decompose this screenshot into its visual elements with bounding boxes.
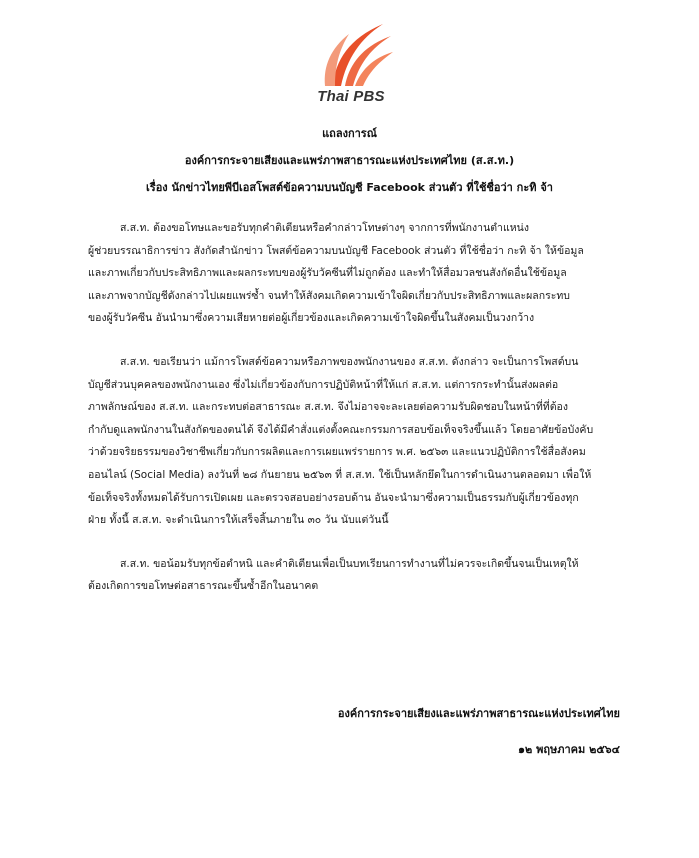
paragraph-line: ต้องเกิดการขอโทษต่อสาธารณะขึ้นซ้ำอีกในอนาคต	[88, 580, 319, 593]
paragraph-line: ออนไลน์ (Social Media) ลงวันที่ ๒๘ กันยายน ๒๕๖๓ ที่ ส.ส.ท. ใช้เป็นหลักยึดในการดำเนินงานตลอดมา เพื่อให้	[88, 468, 592, 481]
organization-name: องค์การกระจายเสียงและแพร่ภาพสาธารณะแห่งประเทศไทย (ส.ส.ท.)	[184, 154, 515, 167]
signature-organization: องค์การกระจายเสียงและแพร่ภาพสาธารณะแห่งประเทศไทย	[337, 707, 620, 720]
paragraph-line: ผู้ช่วยบรรณาธิการข่าว สังกัดสำนักข่าว โพสต์ข้อความบนบัญชี Facebook ส่วนตัว ที่ใช้ชื่อว่า กะทิ จ้า ให้ข้อมูล	[88, 244, 584, 257]
paragraph-line: ว่าด้วยจริยธรรมของวิชาชีพเกี่ยวกับการผลิตและการเผยแพร่รายการ พ.ศ. ๒๕๖๓ และแนวปฏิบัติการใช้สื่อสังคม	[88, 446, 586, 459]
statement-body	[88, 217, 648, 619]
paragraph-line: ส.ส.ท. ขอเรียนว่า แม้การโพสต์ข้อความหรือภาพของพนักงานของ ส.ส.ท. ดังกล่าว จะเป็นการโพสต์บน	[120, 355, 579, 368]
paragraph-line: ส.ส.ท. ขอน้อมรับทุกข้อตำหนิ และคำติเตียนเพื่อเป็นบทเรียนการทำงานที่ไม่ควรจะเกิดขึ้นจนเป็นเหตุให้	[120, 557, 579, 570]
thai-pbs-logo	[305, 20, 397, 110]
paragraph-line: ฝ่าย ทั้งนี้ ส.ส.ท. จะดำเนินการให้เสร็จสิ้นภายใน ๓๐ วัน นับแต่วันนี้	[88, 514, 389, 527]
statement-subject: เรื่อง นักข่าวไทยพีบีเอสโพสต์ข้อความบนบัญชี Facebook ส่วนตัว ที่ใช้ชื่อว่า กะทิ จ้า	[146, 181, 553, 194]
paragraph-acceptance	[88, 553, 648, 598]
paragraph-line: ภาพลักษณ์ของ ส.ส.ท. และกระทบต่อสาธารณะ ส.ส.ท. จึงไม่อาจจะละเลยต่อความรับผิดชอบในหน้าที่ที่ต้อง	[88, 401, 568, 414]
paragraph-line: บัญชีส่วนบุคคลของพนักงานเอง ซึ่งไม่เกี่ยวข้องกับการปฏิบัติหน้าที่ให้แก่ ส.ส.ท. แต่การกระทำนั้นส่งผลต่อ	[88, 378, 559, 391]
paragraph-investigation	[88, 351, 648, 532]
paragraph-line: ข้อเท็จจริงทั้งหมดได้รับการเปิดเผย และตรวจสอบอย่างรอบด้าน อันจะนำมาซึ่งความเป็นธรรมกับผู้เกี่ยวข้องทุก	[88, 491, 579, 504]
paragraph-line: ของผู้รับวัคซีน อันนำมาซึ่งความเสียหายต่อผู้เกี่ยวข้องและเกิดความเข้าใจผิดขึ้นในสังคมเป็นวงกว้าง	[88, 312, 535, 325]
signature-block	[280, 696, 620, 768]
logo-text: Thai PBS	[317, 88, 385, 105]
statement-header	[60, 120, 639, 201]
signature-date: ๑๒ พฤษภาคม ๒๕๖๔	[518, 743, 620, 756]
paragraph-line: ส.ส.ท. ต้องขอโทษและขอรับทุกคำติเตียนหรือคำกล่าวโทษต่างๆ จากการที่พนักงานตำแหน่ง	[120, 222, 529, 234]
statement-title: แถลงการณ์	[322, 127, 377, 140]
paragraph-line: กำกับดูแลพนักงานในสังกัดของตนได้ จึงได้มีคำสั่งแต่งตั้งคณะกรรมการสอบข้อเท็จจริงขึ้นแล้ว โดยอาศัยข้อบังคับ	[88, 423, 594, 436]
thai-pbs-bird-icon	[305, 20, 397, 90]
paragraph-apology	[88, 217, 648, 330]
paragraph-line: และภาพเกี่ยวกับประสิทธิภาพและผลกระทบของผู้รับวัคซีนที่ไม่ถูกต้อง และทำให้สื่อมวลชนสังกัดอื่นใช้ข้อมูล	[88, 267, 567, 280]
paragraph-line: และภาพจากบัญชีดังกล่าวไปเผยแพร่ซ้ำ จนทำให้สังคมเกิดความเข้าใจผิดเกี่ยวกับประสิทธิภาพและผลกระทบ	[88, 289, 570, 302]
